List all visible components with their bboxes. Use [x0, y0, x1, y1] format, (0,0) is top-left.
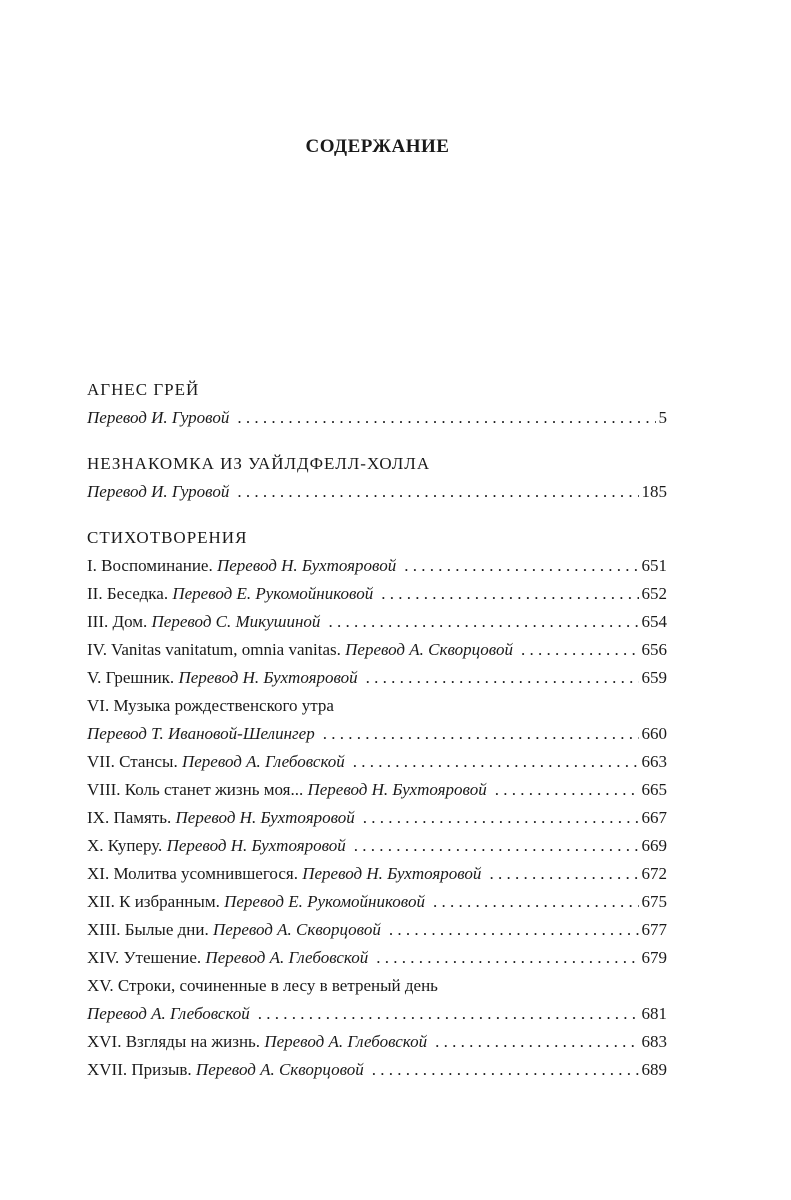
translator-credit: Перевод И. Гуровой [87, 482, 230, 501]
poem-title: XIII. Былые дни. [87, 920, 209, 939]
page-number: 679 [641, 948, 667, 967]
dot-leader [433, 888, 639, 916]
translator-credit: Перевод А. Глебовской [264, 1032, 428, 1051]
page-number: 665 [641, 780, 667, 799]
page-number: 672 [641, 864, 667, 883]
dot-leader [237, 478, 638, 506]
translator-credit: Перевод Е. Рукомойниковой [224, 892, 425, 911]
dot-leader [328, 608, 638, 636]
page-number: 683 [641, 1032, 667, 1051]
dot-leader [353, 748, 639, 776]
dot-leader [237, 404, 655, 432]
translator-credit: Перевод А. Скворцовой [213, 920, 381, 939]
table-of-contents [87, 376, 667, 1084]
poem-title: XVI. Взгляды на жизнь. [87, 1032, 261, 1051]
toc-entry-poem[interactable] [87, 1000, 667, 1028]
toc-entry-agnes[interactable] [87, 404, 667, 432]
translator-credit: Перевод Е. Рукомойниковой [172, 584, 374, 603]
dot-leader [389, 916, 639, 944]
dot-leader [258, 1000, 639, 1028]
translator-credit: Перевод С. Микушиной [151, 612, 321, 631]
page-number: 185 [641, 482, 667, 501]
poem-title: II. Беседка. [87, 584, 169, 603]
poem-title: XII. К избранным. [87, 892, 220, 911]
poem-title: XIV. Утешение. [87, 948, 202, 967]
toc-entry-poem[interactable] [87, 720, 667, 748]
page-number: 654 [641, 612, 667, 631]
dot-leader [489, 860, 638, 888]
dot-leader [521, 636, 639, 664]
poem-title: IV. Vanitas vanitatum, omnia vanitas. [87, 640, 341, 659]
translator-credit: Перевод И. Гуровой [87, 408, 230, 427]
poem-title: I. Воспоминание. [87, 556, 213, 575]
translator-credit: Перевод Н. Бухтояровой [302, 864, 482, 883]
translator-credit: Перевод Т. Ивановой-Шелингер [87, 724, 315, 743]
poem-title: VIII. Коль станет жизнь моя... [87, 780, 304, 799]
translator-credit: Перевод Н. Бухтояровой [216, 556, 397, 575]
poem-title: XV. Строки, сочиненные в лесу в ветреный день [87, 976, 438, 995]
toc-entry-poem[interactable] [87, 1028, 667, 1056]
poem-title: VII. Стансы. [87, 752, 178, 771]
page-number: 663 [641, 752, 667, 771]
dot-leader [404, 552, 638, 580]
translator-credit: Перевод А. Глебовской [87, 1004, 250, 1023]
poem-title: III. Дом. [87, 612, 148, 631]
dot-leader [354, 832, 639, 860]
toc-entry-poem[interactable] [87, 860, 667, 888]
dot-leader [366, 664, 639, 692]
toc-entry-poem[interactable] [87, 552, 667, 580]
toc-entry-poem[interactable] [87, 664, 667, 692]
page-number: 689 [641, 1060, 667, 1079]
page-title: СОДЕРЖАНИЕ [305, 136, 450, 157]
toc-entry-wildfell[interactable] [87, 478, 667, 506]
toc-entry-poem[interactable] [87, 832, 667, 860]
toc-entry-poem[interactable] [87, 804, 667, 832]
dot-leader [495, 776, 639, 804]
toc-entry-poem[interactable] [87, 916, 667, 944]
poem-title: IX. Память. [87, 808, 172, 827]
translator-credit: Перевод А. Глебовской [205, 948, 369, 967]
page-number: 667 [641, 808, 667, 827]
page-number: 659 [641, 668, 667, 687]
page-number: 652 [641, 584, 667, 603]
page-number: 656 [641, 640, 667, 659]
page-number: 675 [641, 892, 667, 911]
toc-entry-poem[interactable] [87, 776, 667, 804]
page-number: 660 [641, 724, 667, 743]
dot-leader [372, 1056, 639, 1084]
toc-entry-poem[interactable] [87, 608, 667, 636]
dot-leader [323, 720, 639, 748]
page-number: 677 [641, 920, 667, 939]
dot-leader [376, 944, 638, 972]
translator-credit: Перевод А. Скворцовой [345, 640, 513, 659]
translator-credit: Перевод Н. Бухтояровой [307, 780, 487, 799]
toc-entry-poem[interactable] [87, 636, 667, 664]
poem-title: V. Грешник. [87, 668, 175, 687]
toc-entry-poem[interactable] [87, 580, 667, 608]
toc-entry-poem[interactable] [87, 944, 667, 972]
translator-credit: Перевод Н. Бухтояровой [166, 836, 346, 855]
page-number: 669 [641, 836, 667, 855]
section-title-agnes: АГНЕС ГРЕЙ [87, 380, 200, 399]
page-number: 681 [641, 1004, 667, 1023]
poem-title: XI. Молитва усомнившегося. [87, 864, 298, 883]
page-number: 651 [641, 556, 667, 575]
poem-title: X. Куперу. [87, 836, 163, 855]
dot-leader [435, 1028, 638, 1056]
section-title-poems: СТИХОТВОРЕНИЯ [87, 528, 248, 547]
translator-credit: Перевод Н. Бухтояровой [178, 668, 358, 687]
page-number: 5 [658, 408, 667, 427]
translator-credit: Перевод А. Глебовской [181, 752, 345, 771]
translator-credit: Перевод А. Скворцовой [195, 1060, 364, 1079]
toc-entry-poem[interactable] [87, 748, 667, 776]
dot-leader [363, 804, 639, 832]
poem-title: XVII. Призыв. [87, 1060, 192, 1079]
poem-title: VI. Музыка рождественского утра [87, 696, 334, 715]
translator-credit: Перевод Н. Бухтояровой [175, 808, 355, 827]
dot-leader [381, 580, 638, 608]
toc-entry-poem[interactable] [87, 888, 667, 916]
toc-entry-poem[interactable] [87, 1056, 667, 1084]
section-title-wildfell: НЕЗНАКОМКА ИЗ УАЙЛДФЕЛЛ-ХОЛЛА [87, 454, 431, 473]
